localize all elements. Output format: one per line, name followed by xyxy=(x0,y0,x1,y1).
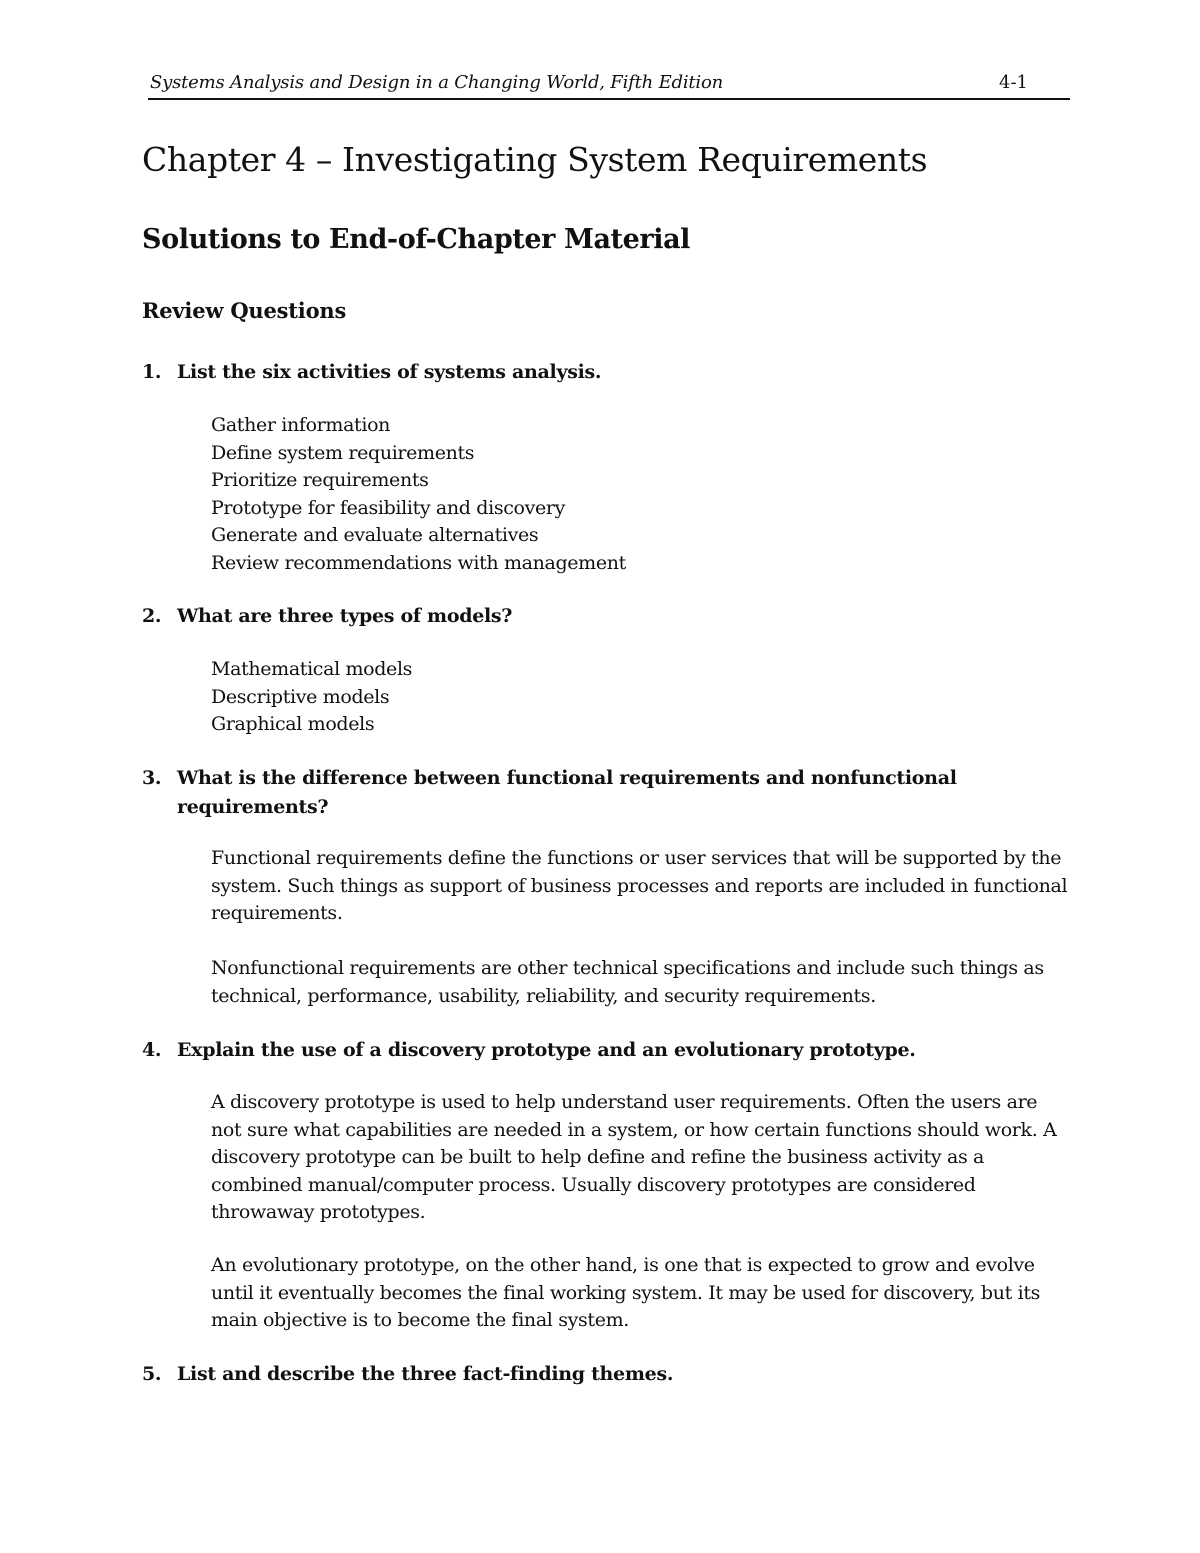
question-5 xyxy=(142,1360,1042,1389)
question-2 xyxy=(142,602,1042,631)
question-1 xyxy=(142,358,1042,387)
answer-line: Prototype for feasibility and discovery xyxy=(211,496,566,519)
answer-3-paragraph-1: Functional requirements define the functions or user services that will be supported by the system. Such things as support of business processes and reports are included in functional requirements. xyxy=(211,847,1068,924)
question-text: What are three types of models? xyxy=(177,605,513,627)
answer-3-paragraph-2: Nonfunctional requirements are other technical specifications and include such things as technical, performance, usability, reliability, and security requirements. xyxy=(211,957,1044,1007)
answer-2 xyxy=(211,656,1071,739)
header-page-number: 4-1 xyxy=(999,72,1028,93)
answer-4-paragraph-1: A discovery prototype is used to help understand user requirements. Often the users are not sure what capabilities are needed in a system, or how certain functions should work. A discovery prototype can be built to help define and refine the business activity as a combined manual/computer process. Usually discovery prototypes are considered throwaway prototypes. xyxy=(211,1091,1057,1223)
question-text: Explain the use of a discovery prototype and an evolutionary prototype. xyxy=(177,1039,916,1061)
header-book-title: Systems Analysis and Design in a Changing World, Fifth Edition xyxy=(150,72,724,93)
answer-line: Graphical models xyxy=(211,713,375,735)
running-header xyxy=(148,70,1070,100)
question-4 xyxy=(142,1036,1042,1065)
question-number: 5. xyxy=(142,1363,162,1385)
question-number: 1. xyxy=(142,361,162,383)
answer-line: Define system requirements xyxy=(211,441,475,464)
answer-line: Mathematical models xyxy=(211,658,413,680)
answer-line: Gather information xyxy=(211,414,391,436)
section-title: Solutions to End-of-Chapter Material xyxy=(142,224,691,255)
answer-line: Prioritize requirements xyxy=(211,469,429,491)
subsection-title: Review Questions xyxy=(142,298,347,323)
chapter-title: Chapter 4 – Investigating System Requirements xyxy=(142,140,928,179)
answer-line: Generate and evaluate alternatives xyxy=(211,524,539,546)
question-text: List and describe the three fact-finding themes. xyxy=(177,1363,674,1385)
question-number: 3. xyxy=(142,767,162,789)
question-text: What is the difference between functional requirements and nonfunctional requirements? xyxy=(177,767,957,818)
answer-4-paragraph-2: An evolutionary prototype, on the other hand, is one that is expected to grow and evolve until it eventually becomes the final working system. It may be used for discovery, but its main objective is to become the final system. xyxy=(211,1254,1041,1331)
question-3 xyxy=(142,764,962,822)
question-number: 4. xyxy=(142,1039,162,1061)
answer-line: Descriptive models xyxy=(211,685,390,708)
question-text: List the six activities of systems analysis. xyxy=(177,361,602,383)
answer-1 xyxy=(211,412,1071,577)
question-number: 2. xyxy=(142,605,162,627)
answer-line: Review recommendations with management xyxy=(211,551,626,574)
